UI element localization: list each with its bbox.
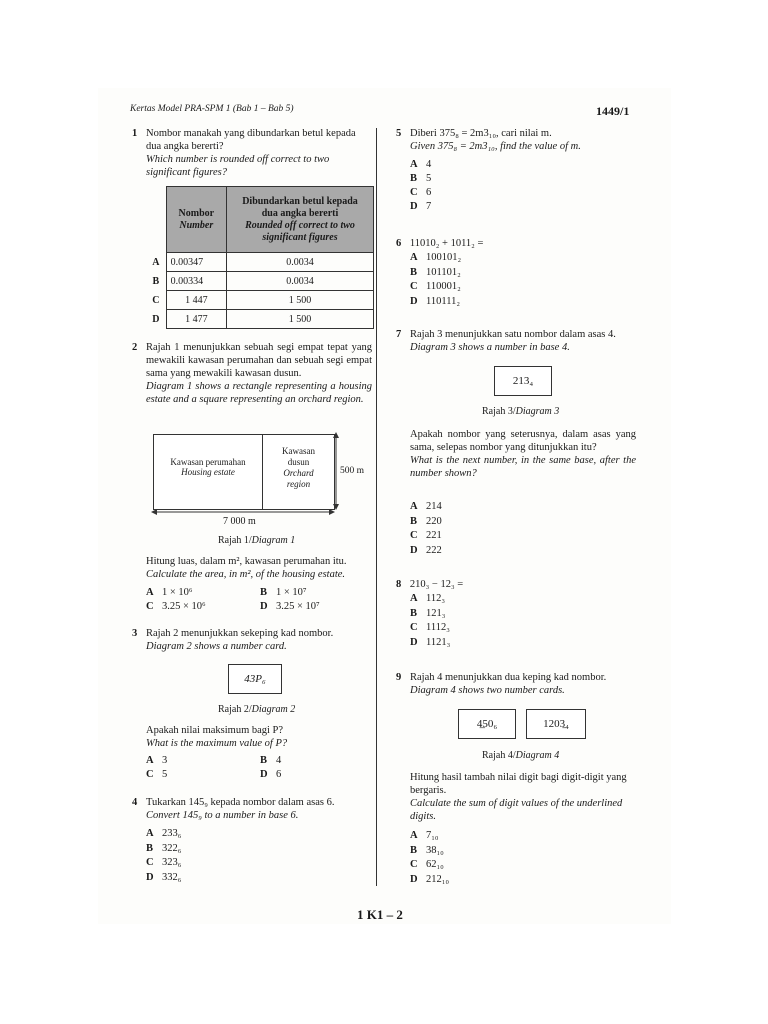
question-4-options [146, 827, 181, 885]
option-b[interactable]: 220 [426, 515, 442, 527]
row-number: 1 447 [166, 291, 226, 310]
question-5-options [410, 158, 431, 214]
option-letter: A [146, 828, 154, 839]
question-number: 6 [396, 238, 402, 249]
rounding-table [146, 186, 374, 329]
option-letter: A [410, 593, 418, 604]
row-rounded: 1 500 [227, 310, 374, 329]
question-text-my: Nombor manakah yang dibundarkan betul kepada dua angka bererti? [146, 128, 356, 152]
orchard-label-en-2: region [286, 479, 311, 489]
row-letter: C [152, 294, 160, 306]
option-c[interactable]: 62₁₀ [426, 859, 444, 870]
option-c[interactable]: 1112₃ [426, 622, 450, 633]
option-b[interactable]: 38₁₀ [426, 844, 444, 856]
diagram-3-caption [482, 406, 559, 417]
question-9-ask [410, 771, 636, 823]
option-letter: D [260, 601, 268, 612]
question-3-options [146, 754, 376, 781]
ask-my: Apakah nilai maksimum bagi P? [146, 725, 284, 736]
ask-my: Apakah nombor yang seterusnya, dalam asas yang sama, selepas nombor yang ditunjukkan itu? [410, 429, 636, 453]
option-letter: A [410, 830, 418, 841]
col-header-rounded-en: Rounded off correct to two significant figures [245, 219, 355, 243]
option-letter: D [410, 544, 418, 556]
question-text-my: Rajah 3 menunjukkan satu nombor dalam asas 4. [410, 329, 616, 340]
caption-my: Rajah 4/ [482, 750, 516, 761]
question-number: 8 [396, 579, 402, 590]
option-d[interactable]: 332₆ [162, 871, 182, 883]
option-letter: B [410, 515, 418, 527]
question-7-options [410, 500, 442, 558]
question-number: 5 [396, 128, 402, 139]
question-text-en: Diagram 3 shows a number in base 4. [410, 342, 570, 353]
row-number: 0.00334 [166, 272, 226, 291]
option-letter: C [410, 530, 418, 541]
col-header-rounded-my: Dibundarkan betul kepada dua angka bererti [242, 195, 358, 219]
table-row [146, 253, 374, 272]
row-letter: B [152, 275, 160, 287]
question-text-en: Diagram 1 shows a rectangle representing a housing estate and a square representing an orchard region. [146, 381, 372, 405]
option-a[interactable]: 3 [162, 755, 168, 766]
question-3-ask [146, 724, 376, 750]
question-text-my: Diberi 375₈ = 2m3₁₀, cari nilai m. [410, 128, 552, 139]
option-c[interactable]: 5 [162, 769, 168, 780]
option-a[interactable]: 214 [426, 501, 442, 512]
caption-my: Rajah 1/ [218, 535, 252, 546]
option-letter: C [410, 281, 418, 292]
question-text-my: Tukarkan 145₉ kepada nombor dalam asas 6. [146, 797, 335, 808]
caption-en: Diagram 3 [515, 406, 560, 417]
question-text-en: Convert 145₉ to a number in base 6. [146, 810, 299, 821]
option-b[interactable]: 121₃ [426, 607, 446, 619]
question-8-options [410, 592, 450, 650]
col-header-number-my: Nombor [178, 207, 215, 219]
number-card-1: 4̲50₆ [458, 709, 516, 739]
row-rounded: 0.0034 [227, 253, 374, 272]
row-number: 0.00347 [166, 253, 226, 272]
page-number: 1 K1 – 2 [357, 907, 403, 922]
option-d[interactable]: 6 [276, 769, 282, 780]
option-letter: D [410, 201, 418, 212]
option-letter: A [146, 587, 154, 598]
option-letter: B [410, 607, 418, 619]
caption-en: Diagram 4 [515, 750, 560, 761]
question-number: 7 [396, 329, 402, 340]
option-c[interactable]: 221 [426, 530, 442, 541]
number-card-2: 1203̲₄ [526, 709, 586, 739]
paper-code: 1449/1 [596, 104, 630, 118]
option-letter: A [410, 501, 418, 512]
question-2-options [146, 586, 376, 613]
option-a[interactable]: 7₁₀ [426, 830, 439, 841]
question-number: 2 [132, 342, 138, 353]
question-7 [396, 328, 641, 354]
option-letter: B [410, 844, 418, 856]
option-letter: C [410, 859, 418, 870]
page-header-title: Kertas Model PRA-SPM 1 (Bab 1 – Bab 5) [130, 104, 294, 114]
question-number: 1 [132, 128, 138, 139]
question-number: 4 [132, 797, 138, 808]
question-text-en: Diagram 4 shows two number cards. [410, 685, 565, 696]
option-letter: D [410, 636, 418, 648]
question-text-my: Rajah 4 menunjukkan dua keping kad nombor. [410, 672, 607, 683]
option-b[interactable]: 322₆ [162, 842, 182, 854]
row-letter: D [152, 313, 160, 325]
option-c[interactable]: 323₆ [162, 857, 182, 868]
orchard-label-my-2: dusun [287, 457, 310, 467]
question-5 [396, 127, 636, 153]
option-b[interactable]: 101101₂ [426, 266, 461, 278]
caption-my: Rajah 2/ [218, 704, 252, 715]
question-text-en: Which number is rounded off correct to two significant figures? [146, 154, 330, 178]
ask-my: Hitung luas, dalam m², kawasan perumahan itu. [146, 556, 347, 567]
option-letter: A [146, 755, 154, 766]
option-b[interactable]: 4 [276, 755, 282, 766]
option-letter: B [260, 587, 268, 598]
option-letter: C [146, 857, 154, 868]
option-d[interactable]: 110111₂ [426, 295, 460, 307]
option-letter: C [410, 622, 418, 633]
question-expression: 11010₂ + 1011₂ = [409, 238, 484, 249]
question-number: 9 [396, 672, 402, 683]
question-9-options [410, 829, 449, 887]
question-text-en: Diagram 2 shows a number card. [146, 641, 287, 652]
caption-my: Rajah 3/ [482, 406, 516, 417]
option-d[interactable]: 212₁₀ [426, 873, 450, 885]
option-letter: D [410, 873, 418, 885]
diagram-4-caption [482, 750, 559, 761]
orchard-label-my-1: Kawasan [282, 446, 315, 456]
question-2 [132, 341, 372, 406]
option-letter: C [146, 769, 154, 780]
option-a[interactable]: 1 × 10⁶ [162, 587, 193, 598]
option-letter: A [410, 252, 418, 263]
orchard-label-en-1: Orchard [283, 468, 314, 478]
diagram-2-caption [218, 704, 295, 715]
width-label: 7 000 m [223, 516, 256, 527]
option-d[interactable]: 1121₃ [426, 636, 451, 648]
option-a[interactable]: 112₃ [426, 593, 446, 604]
option-d[interactable]: 7 [426, 201, 432, 212]
question-6 [396, 237, 636, 250]
option-letter: A [410, 159, 418, 170]
question-text-en: Given 375₈ = 2m3₁₀, find the value of m. [410, 141, 581, 152]
column-divider [376, 128, 377, 886]
diagram-1-caption [218, 535, 295, 546]
ask-en: What is the next number, in the same base, after the number shown? [410, 455, 636, 479]
option-b[interactable]: 5 [426, 173, 432, 184]
table-row [146, 291, 374, 310]
option-letter: C [410, 187, 418, 198]
height-label: 500 m [340, 466, 365, 476]
option-c[interactable]: 110001₂ [426, 281, 461, 292]
question-4 [132, 796, 372, 822]
dimension-arrows [150, 430, 340, 520]
caption-en: Diagram 2 [251, 704, 296, 715]
caption-en: Diagram 1 [251, 535, 296, 546]
row-rounded: 1 500 [227, 291, 374, 310]
table-row [146, 310, 374, 329]
option-c[interactable]: 6 [426, 187, 432, 198]
option-letter: B [260, 755, 268, 766]
row-number: 1 477 [166, 310, 226, 329]
housing-label-en: Housing estate [181, 467, 235, 477]
question-1 [132, 127, 372, 179]
ask-en: Calculate the area, in m², of the housing estate. [146, 569, 346, 580]
option-b[interactable]: 1 × 10⁷ [276, 587, 307, 598]
option-c[interactable]: 3.25 × 10⁶ [162, 601, 206, 612]
option-a[interactable]: 100101₂ [426, 252, 462, 263]
question-text-my: Rajah 1 menunjukkan sebuah segi empat tepat yang mewakili kawasan perumahan dan sebuah segi empat sama yang mewakili kawasan dusun. [146, 342, 372, 379]
ask-my: Hitung hasil tambah nilai digit bagi digit-digit yang bergaris. [410, 772, 627, 796]
ask-en: Calculate the sum of digit values of the underlined digits. [410, 798, 623, 822]
row-rounded: 0.0034 [227, 272, 374, 291]
question-8 [396, 578, 636, 591]
option-d[interactable]: 3.25 × 10⁷ [276, 601, 320, 612]
question-7-ask [410, 428, 636, 480]
number-card: 43P₆ [228, 664, 282, 694]
question-text-my: Rajah 2 menunjukkan sekeping kad nombor. [146, 628, 334, 639]
question-2-ask [146, 555, 376, 581]
option-a[interactable]: 233₆ [162, 828, 182, 839]
option-letter: B [410, 173, 418, 184]
option-letter: D [260, 769, 268, 780]
question-number: 3 [132, 628, 138, 639]
question-expression: 210₃ − 12₃ = [409, 579, 464, 590]
housing-label-my: Kawasan perumahan [170, 457, 246, 467]
option-letter: B [410, 266, 418, 278]
option-letter: D [410, 295, 418, 307]
option-d[interactable]: 222 [426, 544, 442, 556]
option-letter: C [146, 601, 154, 612]
number-card: 213₄ [494, 366, 552, 396]
col-header-number-en: Number [179, 219, 214, 231]
row-letter: A [152, 256, 160, 268]
option-a[interactable]: 4 [426, 159, 432, 170]
question-6-options [410, 251, 461, 309]
question-9 [396, 671, 636, 697]
table-row [146, 272, 374, 291]
ask-en: What is the maximum value of P? [146, 738, 288, 749]
option-letter: D [146, 871, 154, 883]
option-letter: B [146, 842, 154, 854]
question-3 [132, 627, 372, 653]
